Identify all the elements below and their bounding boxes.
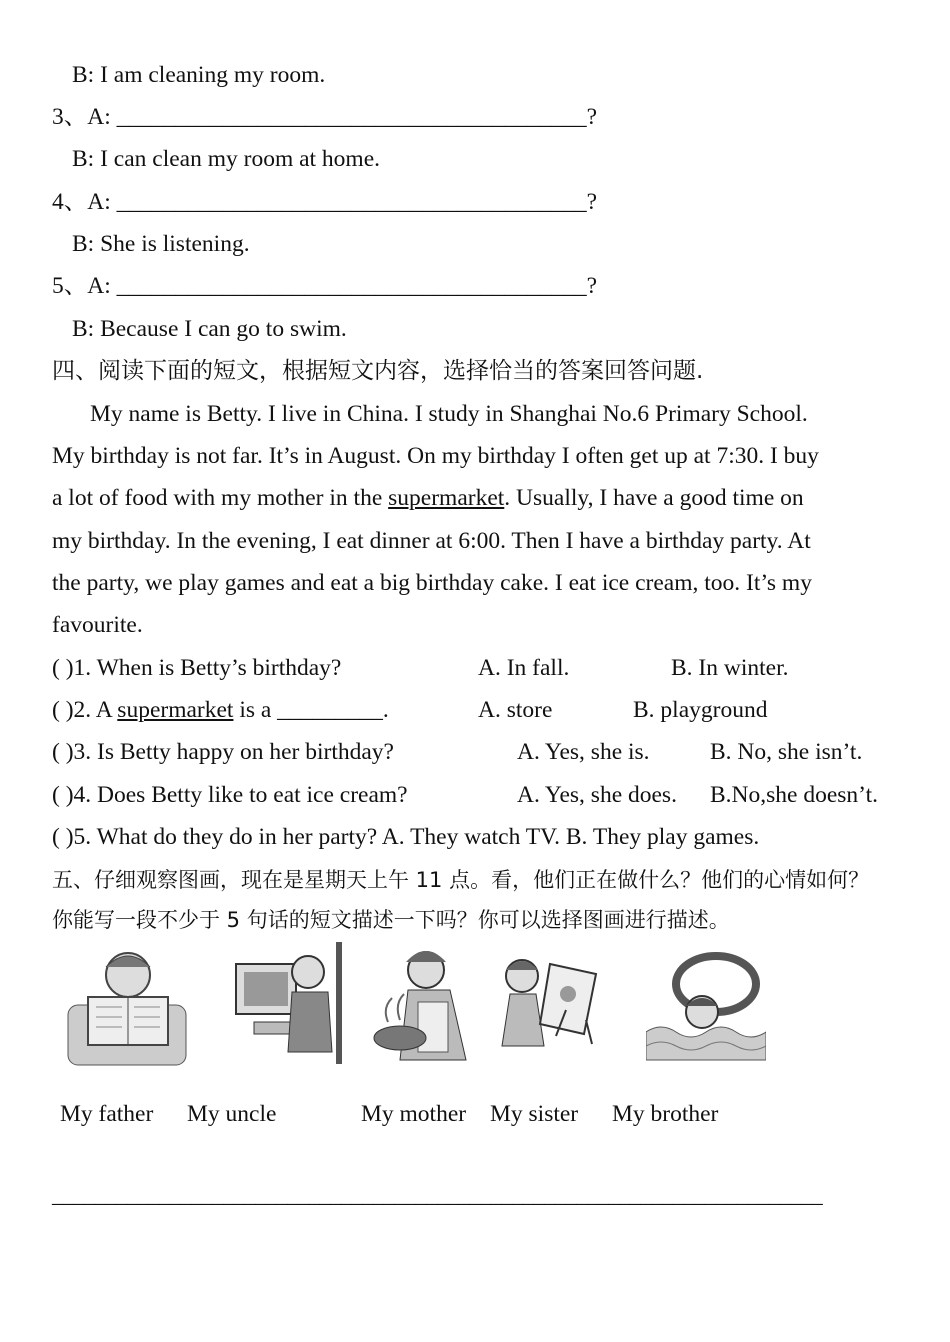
- passage-line-2: My birthday is not far. It’s in August. On my birthday I often get up at 7:30. I buy: [52, 443, 819, 469]
- q4-option-a: A. Yes, she does.: [517, 782, 677, 808]
- dialog-line-b4: B: She is listening.: [72, 231, 250, 257]
- writing-answer-line[interactable]: ________________________________________________________________________: [52, 1182, 823, 1207]
- father-reading-picture: [66, 945, 190, 1067]
- caption-sister: My sister: [490, 1101, 579, 1127]
- section5-heading-1: 五、仔细观察图画，现在是星期天上午 11 点。看，他们正在做什么？他们的心情如何？: [52, 868, 870, 892]
- question-text: is a _________.: [233, 697, 389, 723]
- passage-line-4: my birthday. In the evening, I eat dinner at 6:00. Then I have a birthday party. At: [52, 528, 811, 554]
- question-mark: ?: [586, 273, 598, 299]
- q3-option-a: A. Yes, she is.: [517, 739, 650, 765]
- answer-blank[interactable]: ________________________________________: [116, 189, 587, 215]
- question-1: [52, 653, 341, 683]
- question-4: [52, 780, 408, 810]
- caption-uncle: My uncle: [187, 1101, 277, 1127]
- answer-paren[interactable]: ( ): [52, 697, 74, 723]
- item-number: 4、: [52, 189, 88, 215]
- caption-mother: My mother: [361, 1101, 467, 1127]
- dialog-line-b3: B: I can clean my room at home.: [72, 146, 381, 172]
- q3-option-b: B. No, she isn’t.: [710, 739, 863, 765]
- question-text: 4. Does Betty like to eat ice cream?: [73, 782, 408, 808]
- question-text: 2. A: [73, 697, 118, 723]
- question-5: [52, 822, 759, 852]
- q4-option-b: B.No,she doesn’t.: [710, 782, 878, 808]
- answer-paren[interactable]: ( ): [52, 739, 74, 765]
- speaker-a: A:: [87, 189, 117, 215]
- dialog-line-a3: [52, 102, 597, 132]
- brother-swimming-picture: [646, 952, 766, 1062]
- q2-option-b: B. playground: [633, 697, 768, 723]
- caption-brother: My brother: [612, 1101, 719, 1127]
- question-mark: ?: [586, 189, 598, 215]
- q1-option-a: A. In fall.: [478, 655, 570, 681]
- q2-option-a: A. store: [478, 697, 553, 723]
- passage-line-6: favourite.: [52, 612, 143, 638]
- section5-heading-2: 你能写一段不少于 5 句话的短文描述一下吗？你可以选择图画进行描述。: [52, 908, 730, 932]
- question-3: [52, 737, 394, 767]
- underlined-word: supermarket: [117, 697, 234, 723]
- passage-line-5: the party, we play games and eat a big birthday cake. I eat ice cream, too. It’s my: [52, 570, 812, 596]
- answer-paren[interactable]: ( ): [52, 655, 74, 681]
- answer-paren[interactable]: ( ): [52, 782, 74, 808]
- question-text: 5. What do they do in her party? A. They watch TV. B. They play games.: [73, 824, 760, 850]
- item-number: 3、: [52, 104, 88, 130]
- question-mark: ?: [586, 104, 598, 130]
- speaker-a: A:: [87, 273, 117, 299]
- passage-text: . Usually, I have a good time on: [504, 485, 804, 511]
- passage-line-3: [52, 483, 804, 513]
- dialog-line-b1: B: I am cleaning my room.: [72, 62, 326, 88]
- uncle-computer-picture: [232, 942, 344, 1064]
- caption-father: My father: [60, 1101, 154, 1127]
- answer-blank[interactable]: ________________________________________: [116, 273, 587, 299]
- speaker-a: A:: [87, 104, 117, 130]
- underlined-word: supermarket: [388, 485, 505, 511]
- answer-blank[interactable]: ________________________________________: [116, 104, 587, 130]
- sister-painting-picture: [496, 950, 602, 1050]
- dialog-line-a5: [52, 271, 597, 301]
- answer-paren[interactable]: ( ): [52, 824, 74, 850]
- dialog-line-b5: B: Because I can go to swim.: [72, 316, 347, 342]
- mother-cooking-picture: [370, 942, 474, 1064]
- dialog-line-a4: [52, 187, 597, 217]
- section4-heading: 四、阅读下面的短文，根据短文内容，选择恰当的答案回答问题.: [52, 358, 704, 384]
- item-number: 5、: [52, 273, 88, 299]
- q1-option-b: B. In winter.: [671, 655, 789, 681]
- question-text: 3. Is Betty happy on her birthday?: [73, 739, 394, 765]
- passage-line-1: My name is Betty. I live in China. I study in Shanghai No.6 Primary School.: [90, 401, 808, 427]
- question-2: [52, 695, 389, 725]
- question-text: 1. When is Betty’s birthday?: [73, 655, 342, 681]
- passage-text: a lot of food with my mother in the: [52, 485, 389, 511]
